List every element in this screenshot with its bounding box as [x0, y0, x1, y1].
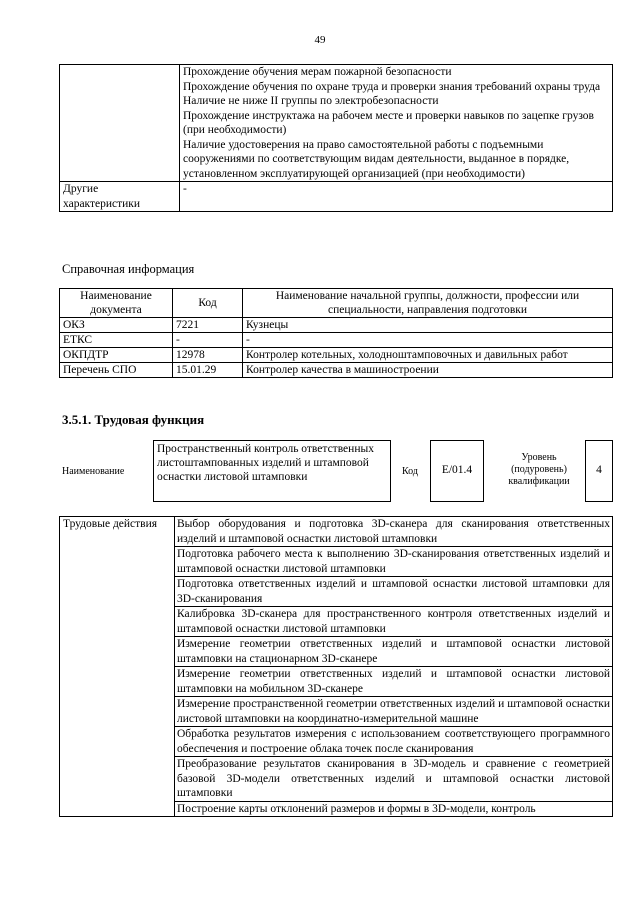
column-header: Наименование начальной группы, должности, профессии или специальности, направления подготовки: [243, 289, 613, 318]
table-row: [60, 363, 613, 378]
labor-action-item: Подготовка ответственных изделий и штамповой оснастки листовой штамповки для 3D-сканирования: [175, 577, 613, 607]
table-cell: Контролер котельных, холодноштамповочных и давильных работ: [243, 348, 613, 363]
labor-action-item: Преобразование результатов сканирования в 3D-модель и сравнение с геометрией базовой 3D-модели ответственных изделий и штамповой оснастки листовой штамповки: [175, 757, 613, 802]
labor-action-item: Калибровка 3D-сканера для пространственного контроля ответственных изделий и штамповой оснастки листовой штамповки: [175, 607, 613, 637]
reference-table: [59, 288, 613, 378]
table-cell: Перечень СПО: [60, 363, 173, 378]
table-cell: -: [173, 333, 243, 348]
table-cell: 15.01.29: [173, 363, 243, 378]
table-row: [60, 348, 613, 363]
qualification-level-label: Уровень (подуровень) квалификации: [508, 452, 570, 487]
table-row: [60, 517, 613, 547]
function-heading: 3.5.1. Трудовая функция: [62, 412, 205, 427]
requirement-item: Наличие не ниже II группы по электробезопасности: [183, 95, 439, 107]
reference-section-title: Справочная информация: [62, 262, 195, 276]
labor-action-item: Построение карты отклонений размеров и формы в 3D-модели, контроль: [175, 801, 613, 817]
requirements-table: [59, 64, 613, 212]
labor-action-item: Обработка результатов измерения с использованием соответствующего программного обеспечения и построение облака точек после сканирования: [175, 727, 613, 757]
requirement-item: Наличие удостоверения на право самостоятельной работы с подъемными сооружениями по соответствующим видам деятельности, выданное в порядке, установленном эксплуатирующей организацией (при необходимости): [183, 138, 570, 180]
labor-action-item: Выбор оборудования и подготовка 3D-сканера для сканирования ответственных изделий и штамповой оснастки листовой штамповки: [175, 517, 613, 547]
qualification-level-box: 4: [585, 440, 613, 502]
table-header-row: [60, 289, 613, 318]
labor-action-item: Измерение геометрии ответственных изделий и штамповой оснастки листовой штамповки на мобильном 3D-сканере: [175, 667, 613, 697]
other-characteristics-label: Другие характеристики: [60, 182, 180, 212]
table-row: [60, 318, 613, 333]
name-label: Наименование: [62, 466, 125, 477]
labor-action-item: Подготовка рабочего места к выполнению 3D-сканирования ответственных изделий и штамповой оснастки листовой штамповки: [175, 547, 613, 577]
table-row: [60, 65, 613, 182]
other-characteristics-value: -: [180, 182, 613, 212]
table-cell: -: [243, 333, 613, 348]
column-header: Код: [173, 289, 243, 318]
page-number: 49: [314, 34, 326, 46]
table-cell: Кузнецы: [243, 318, 613, 333]
requirement-item: Прохождение инструктажа на рабочем месте и проверки навыков по зацепке грузов (при необходимости): [183, 109, 594, 136]
table-row: [60, 182, 613, 212]
requirements-cell: [180, 65, 613, 182]
requirement-item: Прохождение обучения мерам пожарной безопасности: [183, 66, 452, 78]
column-header: Наименование документа: [60, 289, 173, 318]
table-cell: ОКПДТР: [60, 348, 173, 363]
labor-action-item: Измерение пространственной геометрии ответственных изделий и штамповой оснастки листовой штамповки на координатно-измерительной машине: [175, 697, 613, 727]
code-label: Код: [402, 466, 418, 477]
table-cell: 7221: [173, 318, 243, 333]
labor-action-item: Измерение геометрии ответственных изделий и штамповой оснастки листовой штамповки на стационарном 3D-сканере: [175, 637, 613, 667]
labor-actions-table: [59, 516, 613, 817]
table-cell: Контролер качества в машиностроении: [243, 363, 613, 378]
function-code-box: E/01.4: [430, 440, 484, 502]
labor-actions-label: Трудовые действия: [60, 517, 175, 817]
table-row: [60, 333, 613, 348]
table-cell: ОКЗ: [60, 318, 173, 333]
table-cell: ЕТКС: [60, 333, 173, 348]
table-cell: 12978: [173, 348, 243, 363]
table-cell: [60, 65, 180, 182]
requirement-item: Прохождение обучения по охране труда и проверки знания требований охраны труда: [183, 80, 601, 93]
function-name-box: Пространственный контроль ответственных листоштампованных изделий и штамповой оснастки листовой штамповки: [153, 440, 391, 502]
